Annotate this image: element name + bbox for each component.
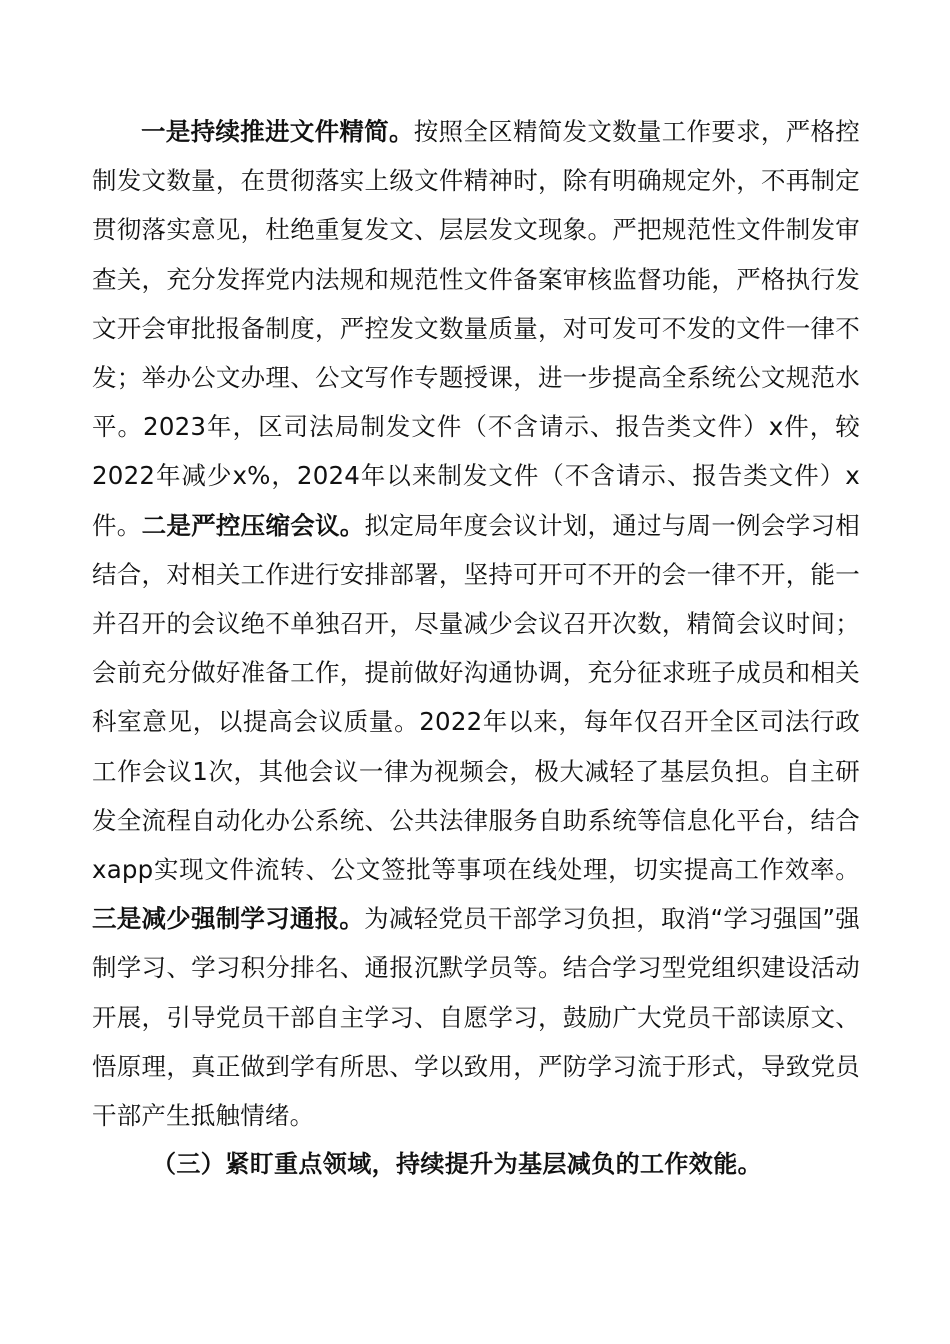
point-two-title: 二是严控压缩会议。 [141,510,365,540]
point-three-title: 三是减少强制学习通报。 [92,904,365,934]
section-heading: （三）紧盯重点领域，持续提升为基层减负的工作效能。 [152,1150,762,1179]
document-page [92,107,860,1189]
point-three-text: 为减轻党员干部学习负担，取消“学习强国”强制学习、学习积分排名、通报沉默学员等。结合学习型党组织建设活动开展，引导党员干部自主学习、自愿学习，鼓励广大党员干部读原文、悟原理，真正做到学有所思、学以致用，严防学习流于形式，导致党员干部产生抵触情绪。 [92,904,861,1131]
point-one-text: 按照全区精简发文数量工作要求，严格控制发文数量，在贯彻落实上级文件精神时，除有明确规定外，不再制定贯彻落实意见，杜绝重复发文、层层发文现象。严把规范性文件制发审查关，充分发挥党内法规和规范性文件备案审核监督功能，严格执行发文开会审批报备制度，严控发文数量质量，对可发可不发的文件一律不发；举办公文办理、公文写作专题授课，进一步提高全系统公文规范水平。2023年，区司法局制发文件（不含请示、报告类文件）x件，较2022年减少x%，2024年以来制发文件（不含请示、报告类文件）x件。 [92,117,860,540]
point-one-title: 一是持续推进文件精简。 [141,117,414,146]
body-paragraph [92,107,860,1140]
point-two-text: 拟定局年度会议计划，通过与周一例会学习相结合，对相关工作进行安排部署，坚持可开可不开的会一律不开，能一并召开的会议绝不单独召开，尽量减少会议召开次数，精简会议时间；会前充分做好准备工作，提前做好沟通协调，充分征求班子成员和相关科室意见，以提高会议质量。2022年以来，每年仅召开全区司法行政工作会议1次，其他会议一律为视频会，极大减轻了基层负担。自主研发全流程自动化办公系统、公共法律服务自助系统等信息化平台，结合xapp实现文件流转、公文签批等事项在线处理，切实提高工作效率。 [92,510,860,885]
